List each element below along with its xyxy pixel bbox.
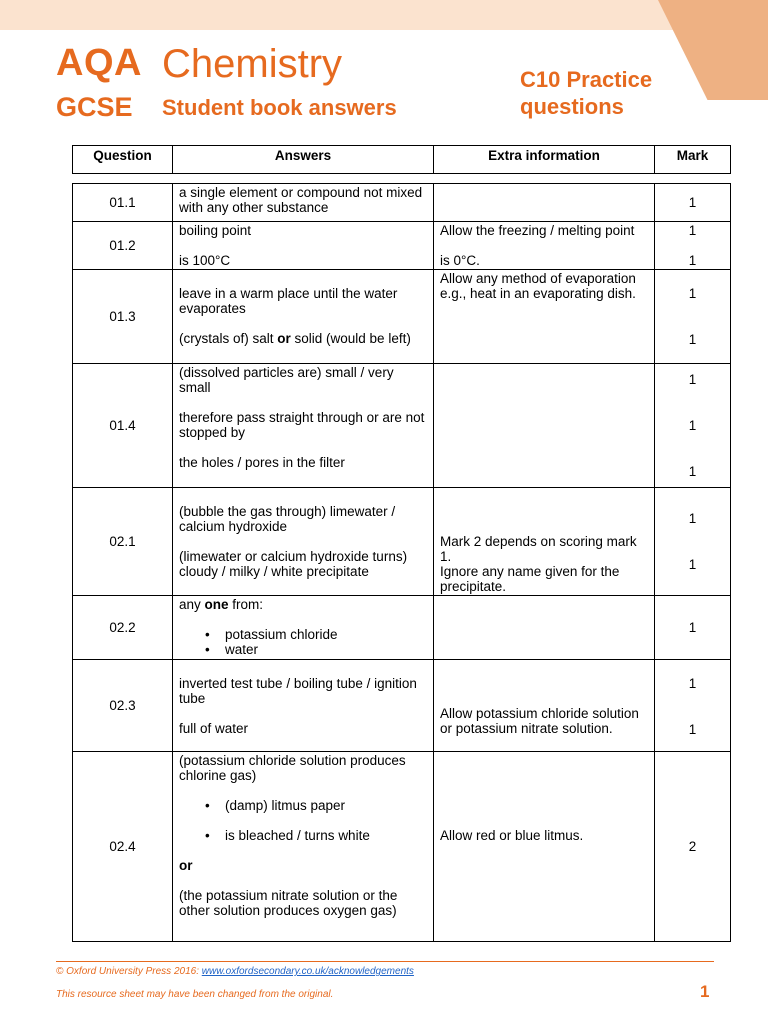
table-header (72, 145, 731, 174)
table-row: 02.2 any one from: • potassium chloride • water 1 (73, 596, 731, 660)
level-label: GCSE (56, 92, 133, 122)
footer-note: This resource sheet may have been changed from the original. (56, 989, 334, 1000)
aqa-logo: AQA (56, 42, 142, 84)
header-question: Question (73, 146, 173, 174)
table-row: 01.2 boiling point is 100°C Allow the freezing / melting point is 0°C. 1 1 (73, 222, 731, 270)
page-title: C10 Practice questions (520, 67, 653, 119)
book-subtitle: Student book answers (162, 95, 397, 120)
top-band (0, 0, 768, 30)
footer-divider (56, 961, 714, 962)
answers-table (72, 183, 731, 942)
list-item: • water (179, 642, 427, 657)
header-extra: Extra information (434, 146, 655, 174)
table-row: 01.1 a single element or compound not mixed with any other substance 1 (73, 184, 731, 222)
table-row: 01.4 (dissolved particles are) small / very small therefore pass straight through or are not stopped by the holes / pores in the filter 1 1 1 (73, 364, 731, 488)
table-row: 02.4 (potassium chloride solution produces chlorine gas) • (damp) litmus paper • is bleached / turns white or (the potassium nitrate solution or the other solution produces oxygen gas) Allow red or blue litmus. 2 (73, 752, 731, 942)
table-row: 02.3 inverted test tube / boiling tube / ignition tube full of water Allow potassium chloride solution or potassium nitrate solution. 1 1 (73, 660, 731, 752)
table-row: 02.1 (bubble the gas through) limewater / calcium hydroxide (limewater or calcium hydroxide turns) cloudy / milky / white precipitate Mark 2 depends on scoring mark 1. Ignore any name given for the precipitate. 1 1 (73, 488, 731, 596)
subject-title: Chemistry (162, 42, 343, 86)
list-item: • (damp) litmus paper (179, 798, 427, 813)
header-mark: Mark (655, 146, 731, 174)
header-answers: Answers (173, 146, 434, 174)
list-item: • is bleached / turns white (179, 828, 427, 843)
footer-copyright: © Oxford University Press 2016: www.oxfordsecondary.co.uk/acknowledgements (56, 966, 414, 977)
table-row: 01.3 leave in a warm place until the water evaporates (crystals of) salt or solid (would be left) Allow any method of evaporation e.g., heat in an evaporating dish. 1 1 (73, 270, 731, 364)
page-number: 1 (700, 982, 710, 1001)
acknowledgements-link[interactable]: www.oxfordsecondary.co.uk/acknowledgements (201, 966, 414, 977)
list-item: • potassium chloride (179, 627, 427, 642)
